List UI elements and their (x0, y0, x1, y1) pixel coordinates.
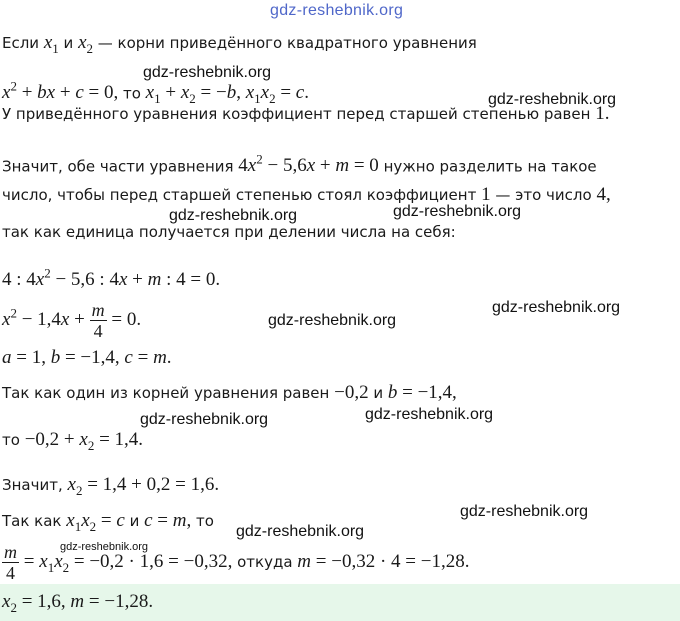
line-5: число, чтобы перед старшей степенью стоял коэффициент 1 — это число 4, (2, 184, 611, 205)
text: Так как (2, 512, 67, 530)
text: и (124, 512, 145, 530)
watermark: gdz-reshebnik.org (460, 503, 589, 520)
line-10: Так как один из корней уравнения равен −0,2 и b = −1,4, (2, 382, 457, 403)
watermark: gdz-reshebnik.org (169, 207, 298, 224)
line-2: $x^2$ + bx + c = 0, то $x_1 + x_2 = -b$, $x_1x_2 = c$. (2, 79, 309, 107)
watermark: gdz-reshebnik.org (140, 411, 269, 428)
text: — корни приведённого квадратного уравнения (93, 34, 477, 52)
watermark: gdz-reshebnik.org (365, 406, 494, 423)
text: и (368, 384, 388, 402)
text: число, чтобы перед старшей степенью стоял коэффициент (2, 186, 482, 204)
text: Значит, обе части уравнения (2, 157, 239, 176)
watermark: gdz-reshebnik.org (393, 203, 522, 220)
text: и (58, 34, 79, 52)
line-12: Значит, $x_2 = 1,4 + 0,2 = 1,6$. (2, 474, 220, 498)
line-4: Значит, обе части уравнения $4x^2 - 5,6x + m = 0$ нужно разделить на такое (2, 152, 597, 177)
text: откуда (232, 553, 298, 571)
watermark: gdz-reshebnik.org (143, 64, 272, 81)
site-header-link[interactable]: gdz-reshebnik.org (270, 2, 404, 19)
text: Значит, (2, 476, 68, 494)
watermark: gdz-reshebnik.org (236, 523, 365, 540)
text: то (2, 431, 25, 449)
text: нужно разделить на такое (378, 157, 597, 176)
line-13: Так как $x_1x_2 = c$ и c = m, то (2, 510, 214, 534)
text: Если (2, 34, 44, 52)
line-8: $x^2 - 1,4x$ + $\frac{m}{4}$ = 0. (2, 300, 142, 341)
line-7: 4 : $4x^2 - 5,6$ : 4x + m : 4 = 0. (2, 266, 221, 291)
line-14: $\frac{m}{4}$ = $x_1x_2 = -0,2 \cdot 1,6 = -0,32$, откуда m = −0,32 · 4 = −1,28. (4, 542, 470, 583)
line-6 (2, 222, 456, 242)
text: то (118, 84, 146, 103)
answer-line: $x_2 = 1,6$, m = −1,28. (2, 591, 154, 615)
watermark: gdz-reshebnik.org (60, 541, 149, 553)
line-3: У приведённого уравнения коэффициент перед старшей степенью равен 1. (2, 103, 610, 124)
text: то (191, 512, 214, 530)
watermark: gdz-reshebnik.org (488, 91, 617, 108)
line-1: Если $x_1$ и $x_2$ — корни приведённого квадратного уравнения (2, 32, 477, 56)
text: — это число (490, 186, 597, 204)
watermark: gdz-reshebnik.org (492, 299, 621, 316)
text: У приведённого уравнения коэффициент перед старшей степенью равен (2, 105, 596, 123)
watermark: gdz-reshebnik.org (268, 312, 397, 329)
text: Так как один из корней уравнения равен (2, 384, 335, 402)
line-11: то $-0,2 + x_2 = 1,4$. (2, 429, 144, 453)
text: так как единица получается при делении числа на себя: (2, 223, 456, 241)
line-9: a = 1, b = −1,4, c = m. (2, 347, 172, 368)
